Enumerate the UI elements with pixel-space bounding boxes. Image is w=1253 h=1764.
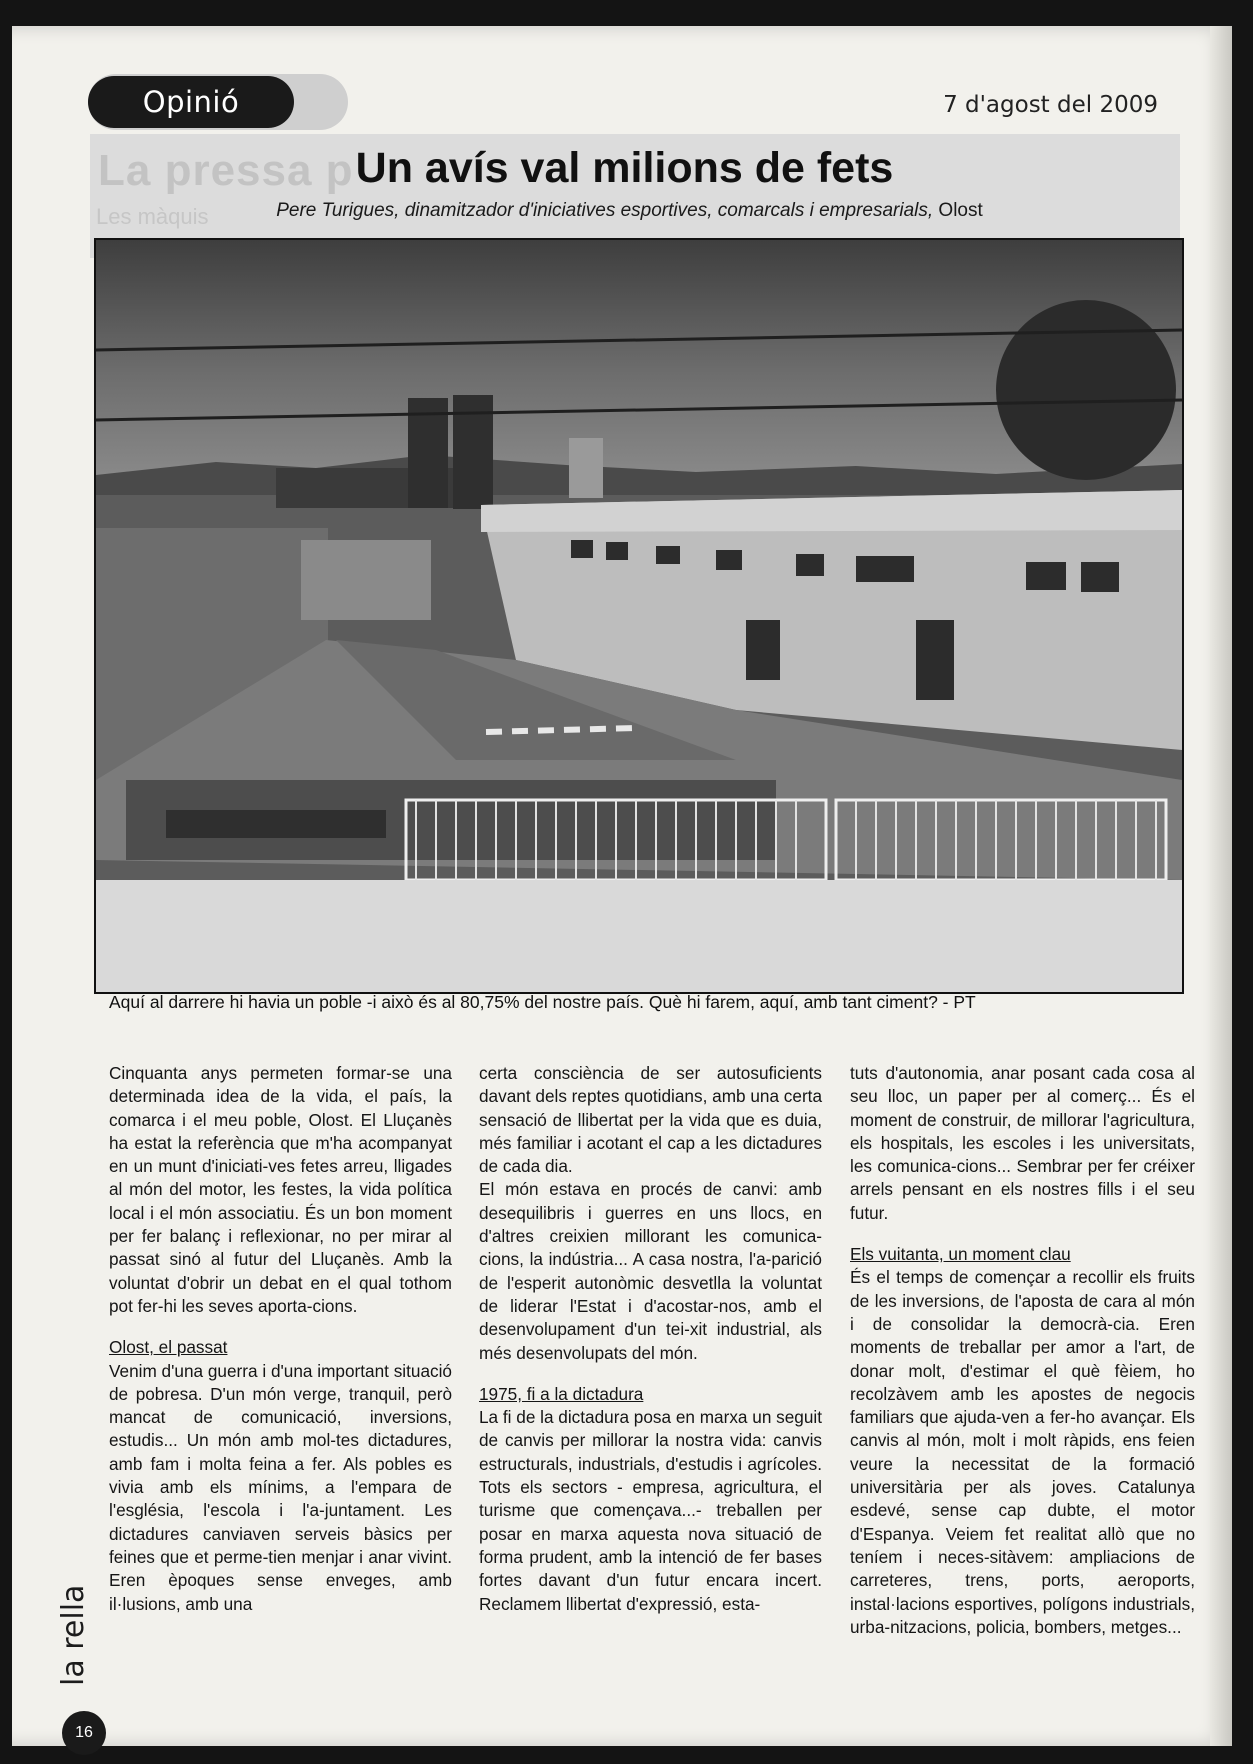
paragraph: Venim d'una guerra i d'una important situació de pobresa. D'un món verge, tranquil, però mancat de comunicació, inversions, estudis... Un món amb mol-tes dictadures, amb fam i molta feina a fer. Als pobles es vivia amb els mínims, a l'empara de l'església, l'escola i l'a-juntament. Les dictadures canviaven serveis bàsics per feines que et perme-tien menjar i anar vivint. Eren èpoques sense enveges, amb il·lusions, amb una (109, 1360, 452, 1614)
column-2 (479, 1062, 822, 1616)
article-headline: Un avís val milions de fets (355, 144, 894, 192)
column-3 (850, 1062, 1195, 1639)
byline-author: Pere Turigues, dinamitzador d'iniciatives esportives, comarcals i empresarials, (276, 200, 934, 221)
issue-date: 7 d'agost del 2009 (943, 92, 1158, 118)
paragraph: certa consciència de ser autosuficients davant dels reptes quotidians, amb una certa sensació de llibertat per la vida que es duia, més familiar i acotant el cap a les dictadures de cada dia. (479, 1063, 823, 1177)
photo-caption: Aquí al darrere hi havia un poble -i això és al 80,75% del nostre país. Què hi farem, aquí, amb tant ciment? - PT (109, 992, 976, 1012)
ghost-subtitle: Les màquis (96, 204, 209, 229)
industrial-street-photo (96, 240, 1182, 992)
paragraph: El món estava en procés de canvi: amb desequilibris i guerres en uns llocs, en d'altres creixien millorant les comunica-cions, la indústria... A casa nostra, l'a-parició de l'esperit autonòmic desvetlla la voluntat de liderar l'Estat i d'acostar-nos, amb el desenvolupament d'un tei-xit industrial, als més desenvolupats del món. (479, 1179, 822, 1363)
paragraph: És el temps de començar a recollir els fruits de les inversions, de l'aposta de cara al món i de consolidar la democrà-cia. Eren moments de treballar per amor a l'art, de donar molt, d'estimar el què fèiem, ho recolzàvem amb les apostes de negocis familiars que ajuda-ven a fer-ho avançar. Els canvis al món, molt i molt ràpids, ens feien veure la necessitat de la formació universitària per als joves. Catalunya esdevé, sense cap dubte, el motor d'Espanya. Veiem fet realitat allò que no teníem i neces-sitàvem: ampliacions de carreteres, trens, ports, aeroports, instal·lacions esportives, polígons industrials, urba-nitzacions, policia, bombers, metges... (850, 1267, 1195, 1637)
ghost-title: La pressa p (98, 146, 354, 195)
paragraph: tuts d'autonomia, anar posant cada cosa al seu lloc, un paper per al comerç... És el moment de construir, de millorar l'agricultura, els hospitals, les escoles i les universitats, les comunica-cions... Sembrar per fer créixer arrels pensant en els nostres fills i el seu futur. (850, 1063, 1195, 1223)
page-edge (1210, 26, 1232, 1746)
column-1 (109, 1062, 452, 1616)
article-photo (94, 238, 1184, 994)
subheading: 1975, fi a la dictadura (479, 1383, 644, 1404)
article-byline (12, 200, 1232, 222)
paragraph: La fi de la dictadura posa en marxa un seguit de canvis per millorar la nostra vida: canvis estructurals, industrials, d'estudis i agrícoles. Tots els sectors - empresa, agricultura, el turisme que començava...- treballen per posar en marxa aquesta nova situació de forma prudent, amb la intenció de fer bases fortes davant d'un futur encara incert. Reclamem llibertat d'expressió, esta- (479, 1407, 823, 1614)
magazine-page (12, 26, 1232, 1746)
section-label: Opinió (88, 76, 294, 128)
subheading: Els vuitanta, un moment clau (850, 1244, 1071, 1265)
paragraph: Cinquanta anys permeten formar-se una determinada idea de la vida, el país, la comarca i el meu poble, Olost. El Lluçanès ha estat la referència que m'ha acompanyat en un munt d'iniciati-ves fetes arreu, lligades al món del motor, les festes, la vida política local i el món associatiu. És un bon moment per fer balanç i reflexionar, no per mirar al passat sinó al futur del Lluçanès. Amb la voluntat d'obrir un debat en el qual tothom pot fer-hi les seves aporta-cions. (109, 1063, 452, 1316)
page-number: 16 (62, 1711, 106, 1755)
subheading: Olost, el passat (109, 1337, 228, 1358)
magazine-name: la rella (56, 1584, 91, 1686)
byline-place: Olost (938, 200, 983, 221)
